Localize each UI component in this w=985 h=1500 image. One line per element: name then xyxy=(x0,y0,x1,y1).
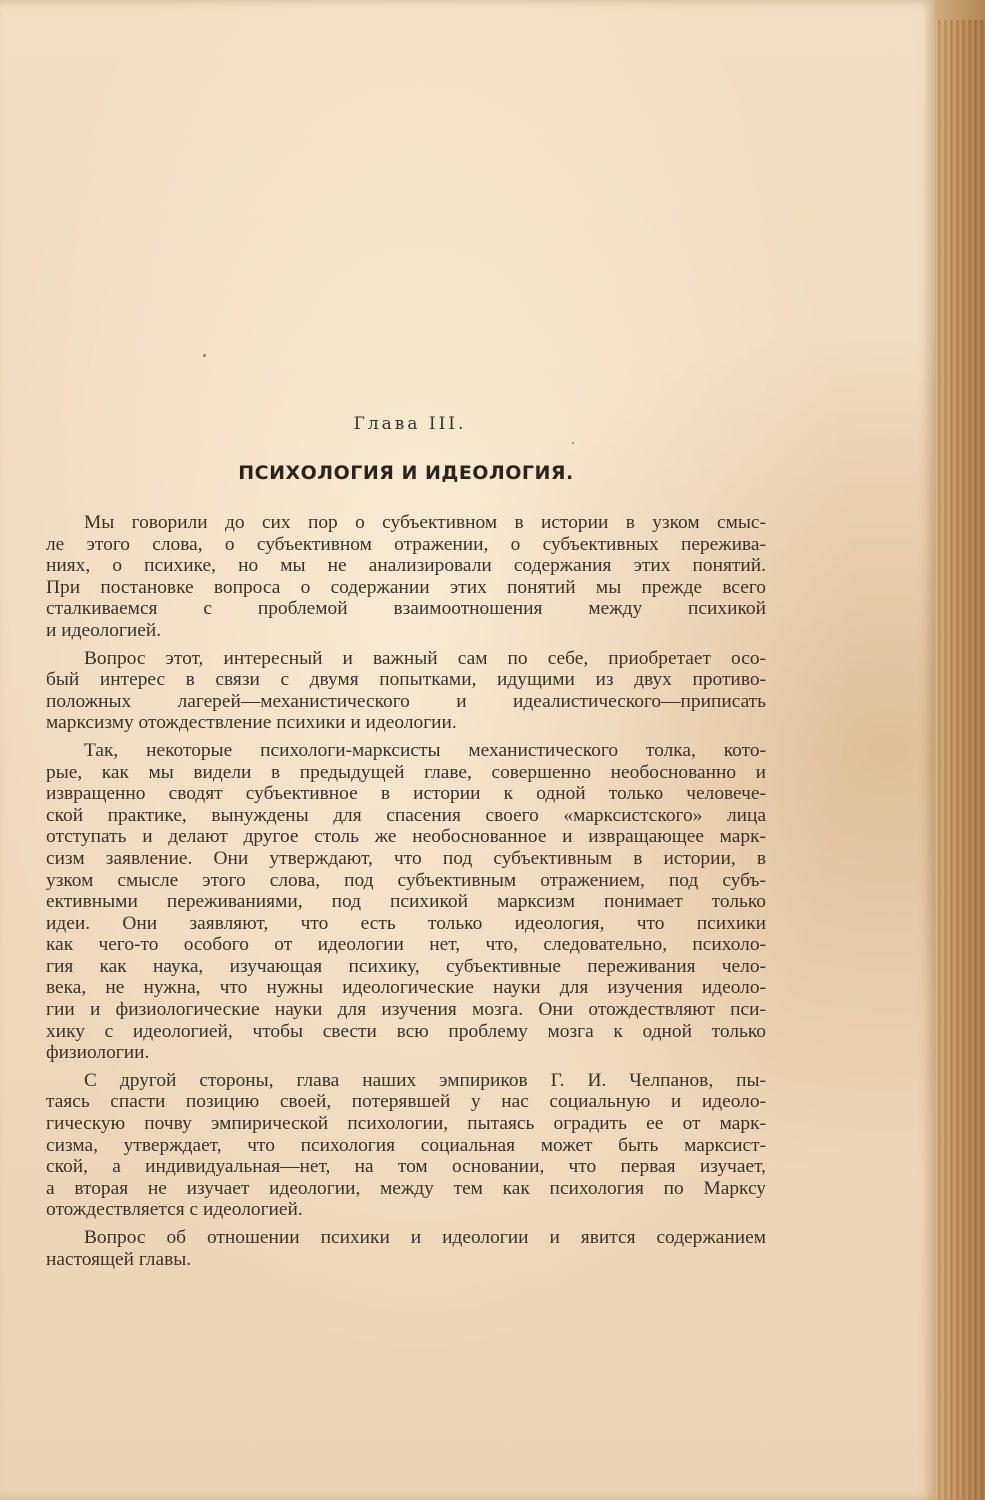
text-line: и идеологией. xyxy=(46,619,162,641)
text-line: сталкиваемся с проблемой взаимоотношения между психикой xyxy=(46,598,766,620)
text-line: извращенно сводят субъективное в истории к одной только человече- xyxy=(46,783,766,805)
text-line: века, не нужна, что нужны идеологические науки для изучения идеоло- xyxy=(46,977,766,999)
text-line: ниях, о психике, но мы не анализировали содержания этих понятий. xyxy=(46,555,766,577)
paper-speck xyxy=(203,354,206,357)
text-line: марксизму отождествление психики и идеологии. xyxy=(46,712,457,734)
text-line: отступать и делают другое столь же необоснованное и извращающее марк- xyxy=(46,826,766,848)
text-line: идеи. Они заявляют, что есть только идеология, что психики xyxy=(46,912,766,934)
text-line: узком смысле этого слова, под субъективным отражением, под субъ- xyxy=(46,869,766,891)
text-line: сизм заявление. Они утверждают, что под субъективным в истории, в xyxy=(46,847,766,869)
text-line: а вторая не изучает идеологии, между тем как психология по Марксу xyxy=(46,1177,766,1199)
chapter-title: ПСИХОЛОГИЯ И ИДЕОЛОГИЯ. xyxy=(238,462,574,484)
text-line: отождествляется с идеологией. xyxy=(46,1199,303,1221)
text-line: гии и физиологические науки для изучения мозга. Они отождествляют пси- xyxy=(46,999,766,1021)
paragraph xyxy=(46,740,766,1064)
text-line: сизма, утверждает, что психология социальная может быть марксист- xyxy=(46,1134,766,1156)
paragraph xyxy=(46,648,766,734)
text-line: С другой стороны, глава наших эмпириков Г. И. Челпанов, пы- xyxy=(84,1069,766,1091)
paragraph xyxy=(46,1227,766,1270)
body-text xyxy=(46,512,766,1276)
text-line: бый интерес в связи с двумя попытками, идущими из двух противо- xyxy=(46,669,766,691)
text-line: хику с идеологией, чтобы свести всю проблему мозга к одной только xyxy=(46,1020,766,1042)
text-line: При постановке вопроса о содержании этих понятий мы прежде всего xyxy=(46,576,766,598)
text-line: положных лагерей—механистического и идеалистического—приписать xyxy=(46,690,766,712)
paper-speck xyxy=(572,442,574,444)
paragraph xyxy=(46,512,766,642)
text-line: настоящей главы. xyxy=(46,1248,192,1270)
text-line: Вопрос об отношении психики и идеологии и явится содержанием xyxy=(84,1227,766,1248)
chapter-label: Глава III. xyxy=(353,414,467,434)
text-line: таясь спасти позицию своей, потерявшей у нас социальную и идеоло- xyxy=(46,1091,766,1113)
text-line: физиологии. xyxy=(46,1042,150,1064)
text-line: ской практике, вынуждены для спасения своего «марксистского» лица xyxy=(46,804,766,826)
text-line: гическую почву эмпирической психологии, пытаясь оградить ее от марк- xyxy=(46,1113,766,1135)
text-line: гия как наука, изучающая психику, субъективные переживания чело- xyxy=(46,955,766,977)
text-line: Так, некоторые психологи-марксисты механистического толка, кото- xyxy=(84,739,766,761)
paragraph xyxy=(46,1070,766,1221)
text-line: Мы говорили до сих пор о субъективном в истории в узком смыс- xyxy=(84,512,766,533)
text-line: ской, а индивидуальная—нет, на том основании, что первая изучает, xyxy=(46,1156,766,1178)
text-line: как чего-то особого от идеологии нет, что, следовательно, психоло- xyxy=(46,934,766,956)
text-line: Вопрос этот, интересный и важный сам по себе, приобретает осо- xyxy=(84,647,766,669)
text-line: рые, как мы видели в предыдущей главе, совершенно необоснованно и xyxy=(46,761,766,783)
text-line: ле этого слова, о субъективном отражении, о субъективных пережива- xyxy=(46,533,766,555)
text-line: ективными переживаниями, под психикой марксизм понимает только xyxy=(46,891,766,913)
